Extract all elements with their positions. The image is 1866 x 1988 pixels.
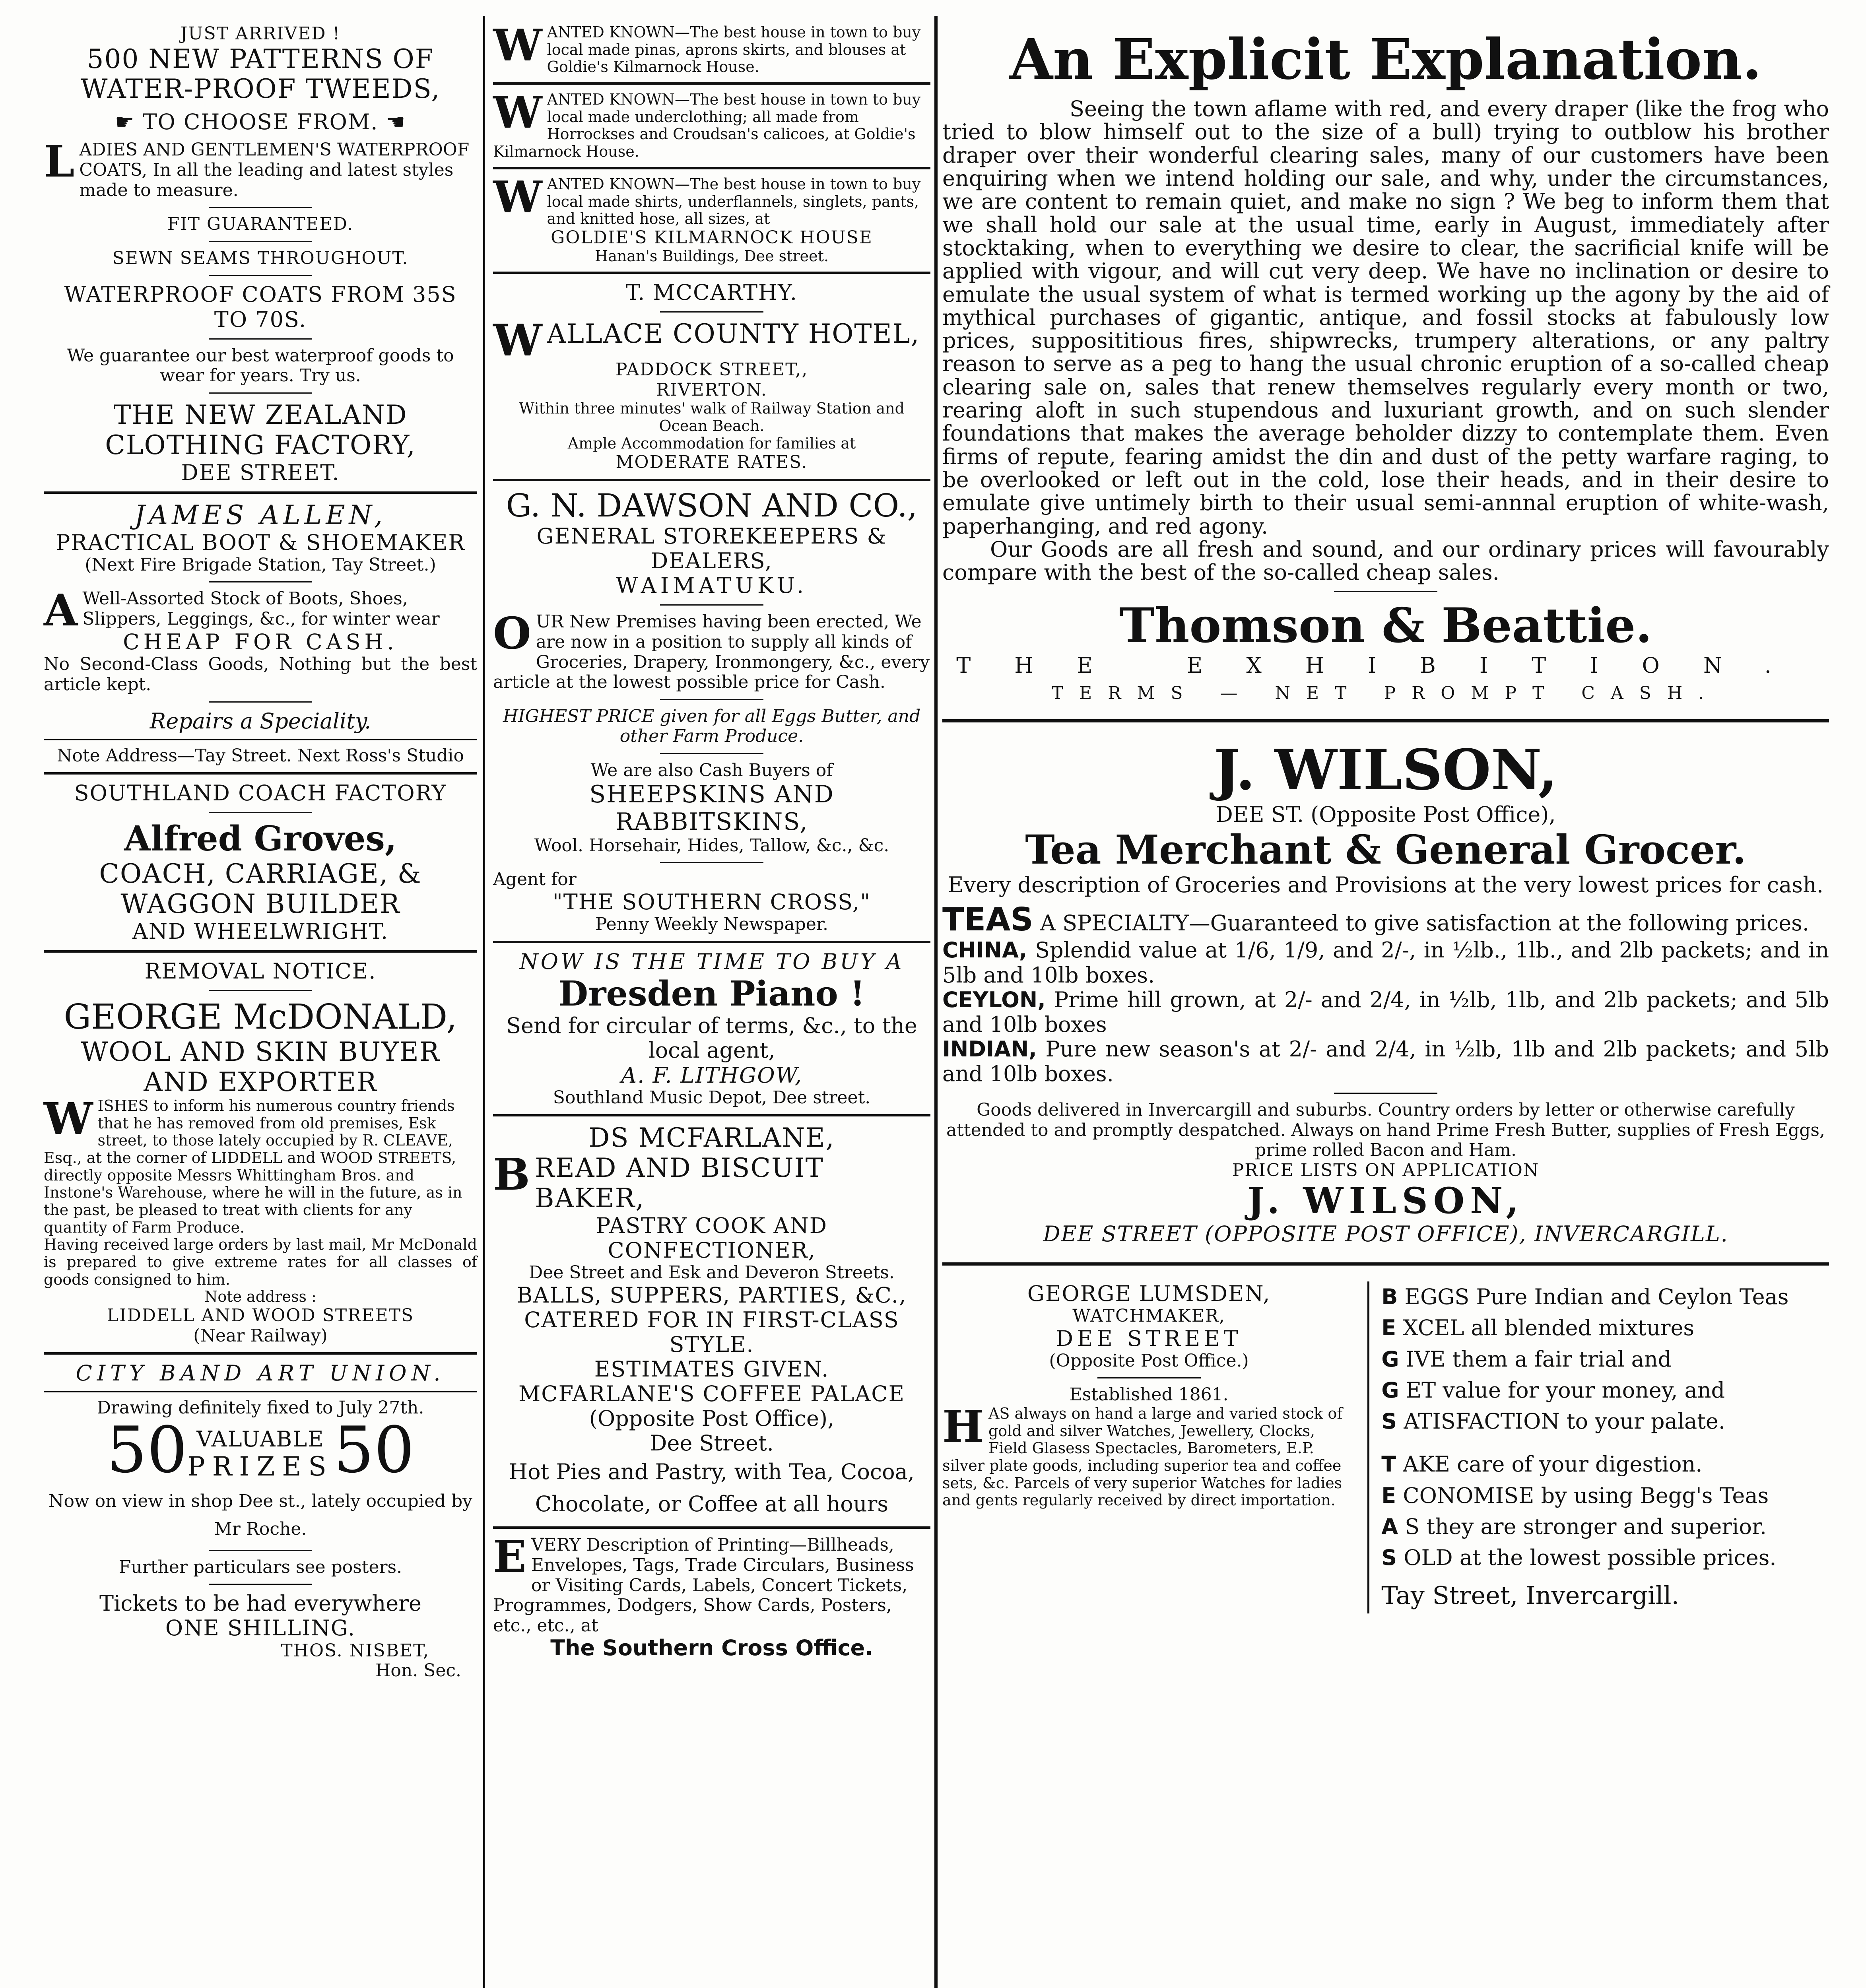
ad-heading: REMOVAL NOTICE. [144, 959, 377, 984]
ad-line: SEWN SEAMS THROUGHOUT. [112, 248, 409, 268]
ad-line: AND WHEELWRIGHT. [132, 919, 389, 944]
drop-cap: E [493, 1531, 526, 1582]
tea-row: INDIAN, Pure new season's at 2/- and 2/4, in ½lb, 1lb and 2lb packets; and 5lb and 10lb boxes. [942, 1036, 1829, 1086]
ad-body: L ADIES AND GENTLEMEN'S WATERPROOF COATS, In all the leading and latest styles made to measure. [44, 136, 470, 200]
divider [209, 701, 312, 703]
ad-art-union [44, 1361, 477, 1681]
ad-line: PADDOCK STREET,, [615, 359, 808, 380]
ad-headline: 500 NEW PATTERNS OF WATER-PROOF TWEEDS, [80, 43, 441, 105]
ad-line: PASTRY COOK AND CONFECTIONER, [596, 1213, 828, 1263]
divider [660, 311, 763, 313]
ad-line: Penny Weekly Newspaper. [595, 914, 829, 934]
ad-signature-title: Hon. Sec. [375, 1660, 461, 1681]
ad-line: Ample Accommodation for families at [567, 434, 856, 452]
ad-heading: An Explicit Explanation. [1010, 27, 1762, 92]
ad-heading: NOW IS THE TIME TO BUY A [519, 949, 904, 975]
divider [209, 338, 312, 340]
divider [660, 604, 763, 606]
ad-line: (Opposite Post Office), [589, 1406, 835, 1431]
ad-street: DEE STREET. [181, 460, 340, 485]
ad-line: ESTIMATES GIVEN. [594, 1357, 829, 1382]
divider [209, 990, 312, 991]
ad-name: J. WILSON, [1247, 1180, 1524, 1222]
tea-row: TEAS A SPECIALTY—Guaranteed to give satisfaction at the following prices. [942, 901, 1810, 938]
ad-line: SHEEPSKINS AND RABBITSKINS, [589, 780, 834, 836]
ad-kicker: JUST ARRIVED ! [180, 23, 341, 44]
ad-line: (Near Railway) [193, 1325, 328, 1346]
ad-line: CHEAP FOR CASH. [123, 629, 398, 655]
ad-name: GEORGE McDONALD, [64, 997, 457, 1037]
ad-heading: CITY BAND ART UNION. [76, 1361, 445, 1386]
ad-dawson: G. N. DAWSON AND CO., GENERAL STOREKEEPERS & DEALERS, WAIMATUKU. O UR New Premises having been erected, We are now in a position to supply all kinds of Groceries, Drapery, Ironmongery, &c., every article at the lowest possible price for Cash. HIGHEST PRICE given for all Eggs Butter, and other Farm Produce. We are also Cash Buyers of SHEEPSKINS AND RABBITSKINS, Wool. Horsehair, Hides, Tallow, &c., &c. Agent for "THE SOUTHERN CROSS," Penny Weekly Newspaper. [493, 487, 930, 934]
section-rule [493, 272, 930, 274]
ad-name: Dresden Piano ! [558, 973, 865, 1014]
drop-cap: W [493, 19, 542, 71]
ad-line: PRIZES [187, 1451, 334, 1482]
drop-cap: H [942, 1400, 984, 1452]
ad-name: Alfred Groves, [124, 819, 397, 859]
ad-line: We are also Cash Buyers of [590, 760, 833, 780]
acrostic-line: G ET value for your money, and [1381, 1377, 1725, 1403]
ad-line: Tickets to be had everywhere [99, 1591, 422, 1616]
acrostic-line: A S they are stronger and superior. [1381, 1514, 1767, 1540]
ad-line: ONE SHILLING. [165, 1615, 356, 1641]
column-rule [483, 16, 485, 1988]
divider [44, 739, 477, 740]
ad-line: Wool. Horsehair, Hides, Tallow, &c., &c. [534, 835, 889, 856]
ad-george-lumsden: GEORGE LUMSDEN, WATCHMAKER, DEE STREET (Opposite Post Office.) Established 1861. H AS always on hand a large and varied stock of gold and silver Watches, Jewellery, Clocks, Field Glasess Spectacles, Barometers, E.P. silver plate goods, including superior tea and coffee sets, &c. Parcels of very superior Watches for ladies and gents regularly received by direct importation. [942, 1281, 1369, 1613]
ad-line: Dee Street. [650, 1431, 774, 1456]
ad-trade: GENERAL STOREKEEPERS & DEALERS, [536, 524, 887, 574]
ad-line: Southland Music Depot, Dee street. [553, 1087, 871, 1108]
drop-cap: O [493, 608, 531, 659]
drop-cap: W [44, 1093, 93, 1144]
ad-line: The Southern Cross Office. [550, 1635, 873, 1661]
divider [209, 1584, 312, 1585]
ad-line: TERMS — NET PROMPT CASH. [1051, 683, 1720, 703]
ad-wanted-known-1: W ANTED KNOWN—The best house in town to buy local made pinas, aprons skirts, and blouses at Goldie's Kilmarnock House. [493, 19, 921, 76]
ad-line: MCFARLANE'S COFFEE PALACE [518, 1381, 905, 1407]
ad-name: JAMES ALLEN, [134, 499, 387, 530]
drop-cap: W [493, 87, 542, 138]
ad-address: Tay Street, Invercargill. [1381, 1580, 1680, 1610]
ad-heading: SOUTHLAND COACH FACTORY [74, 780, 447, 806]
ad-line: PRICE LISTS ON APPLICATION [1232, 1160, 1540, 1180]
ad-wallace-hotel: T. MCCARTHY. W ALLACE COUNTY HOTEL, PADDOCK STREET,, RIVERTON. Within three minutes' walk of Railway Station and Ocean Beach. Ample Accommodation for families at MODERATE RATES. [493, 280, 930, 472]
ad-line: Goods delivered in Invercargill and suburbs. Country orders by letter or otherwise carefully attended to and promptly despatched. Always on hand Prime Fresh Butter, supplies of Fresh Eggs, prime rolled Bacon and Ham. [946, 1100, 1825, 1161]
pointing-hand-icon: ☛ [115, 109, 143, 135]
section-rule [493, 479, 930, 481]
ad-body: Seeing the town aflame with red, and every draper (like the frog who tried to blow himself out to the size of a bull) trying to outblow his brother draper over their wonderful clearing sales, many of our customers have been enquiring when we intend holding our sale, and why, under the circumstances, we are content to remain quiet, and make no sign ? We beg to inform them that we shall hold our sale at the usual time, early in August, immediately after stocktaking, when to everything we desire to clear, the sacrificial knife will be applied with vigour, and will cut very deep. We have no inclination or desire to emulate the usual system of what is termed working up the agony by the aid of mythical purchases of gigantic, antique, and fossil stocks at fabulously low prices, supposititious fires, shipwrecks, trumpery alterations, or any paltry reason to serve as a peg to hang the usual chronic eruption of a so-called cheap clearing sale on, sales that renew themselves regularly every month or two, rearing aloft in such stupendous and luxuriant growth, and on such slender foundations that makes the average beholder dizzy to contemplate them. Even firms of repute, fearing amidst the din and dust of the petty warfare raging, to be overlooked or left out in the cold, lose their heads, and in their desire to emulate give untimely birth to their usual semi-annnal eruption of white-wash, paperhanging, and red agony. [942, 96, 1829, 539]
ad-mcfarlane: DS MCFARLANE, B READ AND BISCUIT BAKER, PASTRY COOK AND CONFECTIONER, Dee Street and Esk and Deveron Streets. BALLS, SUPPERS, PARTIES, &C., CATERED FOR IN FIRST-CLASS STYLE. ESTIMATES GIVEN. MCFARLANE'S COFFEE PALACE (Opposite Post Office), Dee Street. Hot Pies and Pastry, with Tea, Cocoa, Chocolate, or Coffee at all hours [493, 1123, 930, 1520]
drop-cap: W [493, 315, 542, 366]
ad-trade: PRACTICAL BOOT & SHOEMAKER [55, 530, 466, 555]
acrostic-line: S ATISFACTION to your palate. [1381, 1409, 1725, 1434]
ad-alfred-groves [44, 781, 477, 944]
drop-cap: L [44, 136, 75, 187]
divider [660, 753, 763, 754]
ad-line: "THE SOUTHERN CROSS," [552, 889, 871, 914]
acrostic-line: T AKE care of your digestion. [1381, 1452, 1703, 1477]
ad-dresden-piano [493, 949, 930, 1108]
ad-explicit-explanation [942, 28, 1829, 703]
ad-line: FIT GUARANTEED. [167, 214, 354, 235]
section-rule [942, 1262, 1829, 1266]
ad-tweeds [44, 24, 477, 485]
ad-line: MODERATE RATES. [616, 452, 808, 472]
ad-trade: WATCHMAKER, [1072, 1306, 1225, 1326]
ad-line: GOLDIE'S KILMARNOCK HOUSE [551, 227, 873, 248]
divider [209, 1550, 312, 1551]
ad-line: Note address : [204, 1288, 317, 1306]
prize-count: 50 [106, 1412, 188, 1487]
column-2 [493, 19, 930, 1661]
section-rule [44, 1352, 477, 1355]
ad-line: Now on view in shop Dee st., lately occupied by Mr Roche. [48, 1491, 473, 1540]
ad-line: WAIMATUKU. [616, 573, 808, 598]
ad-name: G. N. DAWSON AND CO., [506, 487, 918, 524]
prizes-banner [44, 1412, 477, 1487]
ad-line: Repairs a Speciality. [150, 708, 371, 734]
section-rule [44, 491, 477, 494]
ad-trade: COACH, CARRIAGE, & WAGGON BUILDER [99, 858, 422, 920]
ad-j-wilson [942, 738, 1829, 1246]
ad-heading: Tea Merchant & General Grocer. [1025, 826, 1746, 874]
acrostic-line: E CONOMISE by using Begg's Teas [1381, 1483, 1769, 1508]
divider [209, 392, 312, 394]
section-rule [493, 82, 930, 85]
ad-line: WATERPROOF COATS FROM 35S TO 70S. [64, 282, 457, 332]
divider [209, 275, 312, 276]
ad-george-mcdonald [44, 959, 477, 1346]
ad-james-allen [44, 500, 477, 766]
ad-line: Further particulars see posters. [118, 1557, 402, 1577]
tea-price-list [942, 901, 1829, 1086]
prize-count: 50 [333, 1412, 415, 1487]
section-rule [493, 1526, 930, 1529]
ad-line: Established 1861. [1069, 1384, 1229, 1405]
ad-line: No Second-Class Goods, Nothing but the best article kept. [44, 654, 477, 695]
ad-line: HIGHEST PRICE given for all Eggs Butter, and other Farm Produce. [503, 706, 921, 747]
divider [209, 812, 312, 813]
ad-line: Agent for [493, 869, 577, 890]
ad-body: A Well-Assorted Stock of Boots, Shoes, Slippers, Leggings, &c., for winter wear [44, 584, 440, 636]
acrostic-line: E XCEL all blended mixtures [1381, 1315, 1695, 1341]
ad-name: T. MCCARTHY. [625, 280, 798, 305]
divider [660, 699, 763, 700]
section-rule [942, 719, 1829, 722]
ad-printing: E VERY Description of Printing—Billheads, Envelopes, Tags, Trade Circulars, Business or Visiting Cards, Labels, Concert Tickets, Programmes, Dodgers, Show Cards, Posters, etc., etc., at The Southern Cross Office. [493, 1535, 930, 1660]
ad-name: J. WILSON, [1214, 738, 1558, 803]
section-rule [493, 941, 930, 943]
divider [209, 581, 312, 582]
divider [1097, 1377, 1201, 1378]
divider [1334, 591, 1437, 592]
ad-line: THE EXHIBITION. [956, 652, 1815, 678]
ad-line: RIVERTON. [656, 379, 767, 400]
section-rule [44, 950, 477, 953]
ad-line: BALLS, SUPPERS, PARTIES, &C., CATERED FOR IN FIRST-CLASS STYLE. [516, 1282, 907, 1357]
divider [209, 241, 312, 242]
ad-line: Note Address—Tay Street. Next Ross's Studio [57, 745, 464, 766]
ad-body: Our Goods are all fresh and sound, and our ordinary prices will favourably compare with the best of the so-called cheap sales. [942, 536, 1829, 585]
acrostic-line: B EGGS Pure Indian and Ceylon Teas [1381, 1284, 1789, 1309]
ad-line: Dee Street and Esk and Deveron Streets. [529, 1262, 895, 1283]
drop-cap: B [493, 1149, 530, 1200]
ad-line: Hot Pies and Pastry, with Tea, Cocoa, Chocolate, or Coffee at all hours [509, 1459, 915, 1517]
ad-line: Hanan's Buildings, Dee street. [595, 247, 829, 265]
ad-name: GEORGE LUMSDEN, [1027, 1281, 1271, 1306]
ad-line: DEE STREET (OPPOSITE POST OFFICE), INVERCARGILL. [1043, 1221, 1728, 1246]
ad-name: Thomson & Beattie. [1119, 597, 1652, 654]
section-rule [493, 1114, 930, 1116]
divider [209, 207, 312, 208]
divider [660, 862, 763, 863]
ad-line: Every description of Groceries and Provisions at the very lowest prices for cash. [948, 872, 1823, 898]
ad-address: LIDDELL AND WOOD STREETS [107, 1305, 414, 1326]
ad-line: DEE STREET [1056, 1326, 1242, 1351]
acrostic-line: S OLD at the lowest possible prices. [1381, 1545, 1777, 1571]
lower-split [942, 1281, 1829, 1613]
ad-line: Within three minutes' walk of Railway Station and Ocean Beach. [519, 400, 905, 435]
divider [1334, 1093, 1437, 1094]
ad-signature: THOS. NISBET, [281, 1640, 429, 1661]
ad-trade: WOOL AND SKIN BUYER AND EXPORTER [81, 1037, 440, 1097]
column-3 [942, 24, 1829, 1613]
drop-cap: A [44, 584, 78, 636]
ad-wanted-known-2: W ANTED KNOWN—The best house in town to buy local made underclothing; all made from Horrockses and Croudsan's calicoes, at Goldie's Kilmarnock House. [493, 87, 921, 161]
pointing-hand-icon: ☚ [378, 109, 406, 135]
ad-line: Drawing definitely fixed to July 27th. [97, 1398, 424, 1418]
tea-row: CEYLON, Prime hill grown, at 2/- and 2/4, in ½lb, 1lb, and 2lb packets; and 5lb and 10lb boxes [942, 987, 1829, 1037]
divider [44, 1391, 477, 1392]
ad-line: (Opposite Post Office.) [1049, 1350, 1249, 1371]
acrostic-line: G IVE them a fair trial and [1381, 1346, 1672, 1372]
ad-line: We guarantee our best waterproof goods to wear for years. Try us. [67, 345, 454, 386]
drop-cap: W [493, 171, 542, 223]
ad-name: DS MCFARLANE, [588, 1122, 835, 1153]
ad-location: (Next Fire Brigade Station, Tay Street.) [85, 554, 436, 575]
ad-line: Having received large orders by last mail, Mr McDonald is prepared to give extreme rates for all classes of goods consigned to him. [44, 1236, 477, 1288]
ad-begg-teas [1369, 1281, 1829, 1613]
section-rule [493, 167, 930, 169]
ad-body: W ISHES to inform his numerous country friends that he has removed from old premises, Esk street, to those lately occupied by R. CLEAVE, Esq., at the corner of LIDDELL and WOOD STREETS, directly opposite Messrs Whittingham Bros. and Instone's Warehouse, where he will in the future, as in the past, be pleased to treat with clients for any quantity of Farm Produce. [44, 1093, 462, 1236]
ad-line: A. F. LITHGOW, [621, 1062, 802, 1088]
ad-firm: THE NEW ZEALAND CLOTHING FACTORY, [105, 399, 416, 460]
ad-line: VALUABLE [196, 1427, 324, 1452]
column-rule [934, 16, 938, 1988]
ad-line: DEE ST. (Opposite Post Office), [1216, 802, 1556, 827]
ad-subhead: ☛ TO CHOOSE FROM. ☚ [115, 109, 406, 135]
ad-wanted-known-3: W ANTED KNOWN—The best house in town to buy local made shirts, underflannels, singlets, pants, and knitted hose, all sizes, at GOLDIE'S KILMARNOCK HOUSE Hanan's Buildings, Dee street. [493, 176, 930, 265]
tea-row: CHINA, Splendid value at 1/6, 1/9, and 2/-, in ½lb., 1lb., and 2lb packets; and in 5lb and 10lb boxes. [942, 938, 1829, 988]
column-1 [44, 24, 477, 1681]
section-rule [44, 772, 477, 775]
ad-line: Send for circular of terms, &c., to the local agent, [506, 1013, 917, 1063]
